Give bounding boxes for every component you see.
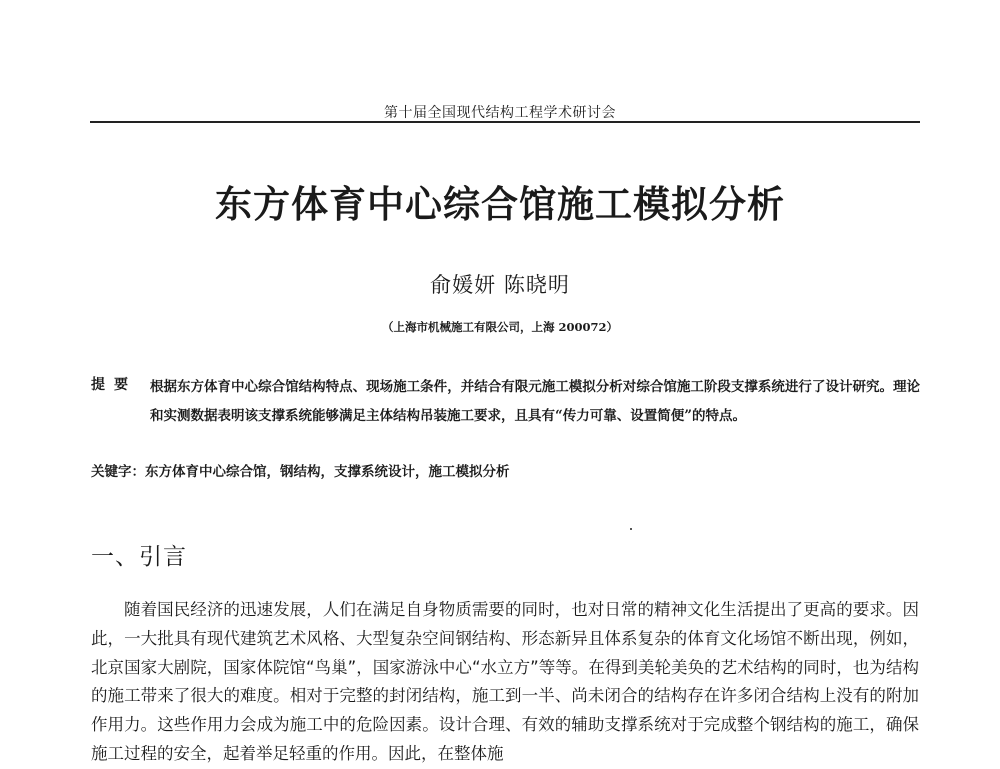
paper-affiliation: （上海市机械施工有限公司，上海 200072） <box>381 320 618 334</box>
running-header: 第十届全国现代结构工程学术研讨会 <box>384 105 616 121</box>
paper-authors: 俞媛妍 陈晓明 <box>430 273 570 297</box>
keywords-text: 东方体育中心综合馆，钢结构，支撑系统设计，施工模拟分析 <box>145 464 510 480</box>
keywords-line <box>91 460 510 480</box>
scan-speck <box>630 528 632 530</box>
paper-title: 东方体育中心综合馆施工模拟分析 <box>215 183 785 226</box>
body-paragraph: 随着国民经济的迅速发展，人们在满足自身物质需要的同时，也对日常的精神文化生活提出了更高的要求。因此，一大批具有现代建筑艺术风格、大型复杂空间钢结构、形态新异且体系复杂的体育文化场馆不断出现，例如，北京国家大剧院，国家体院馆“鸟巢”，国家游泳中心“水立方”等等。在得到美轮美奂的艺术结构的同时，也为结构的施工带来了很大的难度。相对于完整的封闭结构，施工到一半、尚未闭合的结构存在许多闭合结构上没有的附加作用力。这些作用力会成为施工中的危险因素。设计合理、有效的辅助支撑系统对于完成整个钢结构的施工，确保施工过程的安全，起着举足轻重的作用。因此，在整体施 <box>91 600 919 763</box>
abstract-label: 提要 <box>91 377 137 393</box>
abstract-text: 根据东方体育中心综合馆结构特点、现场施工条件，并结合有限元施工模拟分析对综合馆施工阶段支撑系统进行了设计研究。理论和实测数据表明该支撑系统能够满足主体结构吊装施工要求，且具有“传力可靠、设置简便”的特点。 <box>150 379 920 424</box>
keywords-label: 关键字： <box>91 464 145 480</box>
header-rule <box>90 121 920 123</box>
section-heading-introduction: 一、引言 <box>91 544 187 570</box>
